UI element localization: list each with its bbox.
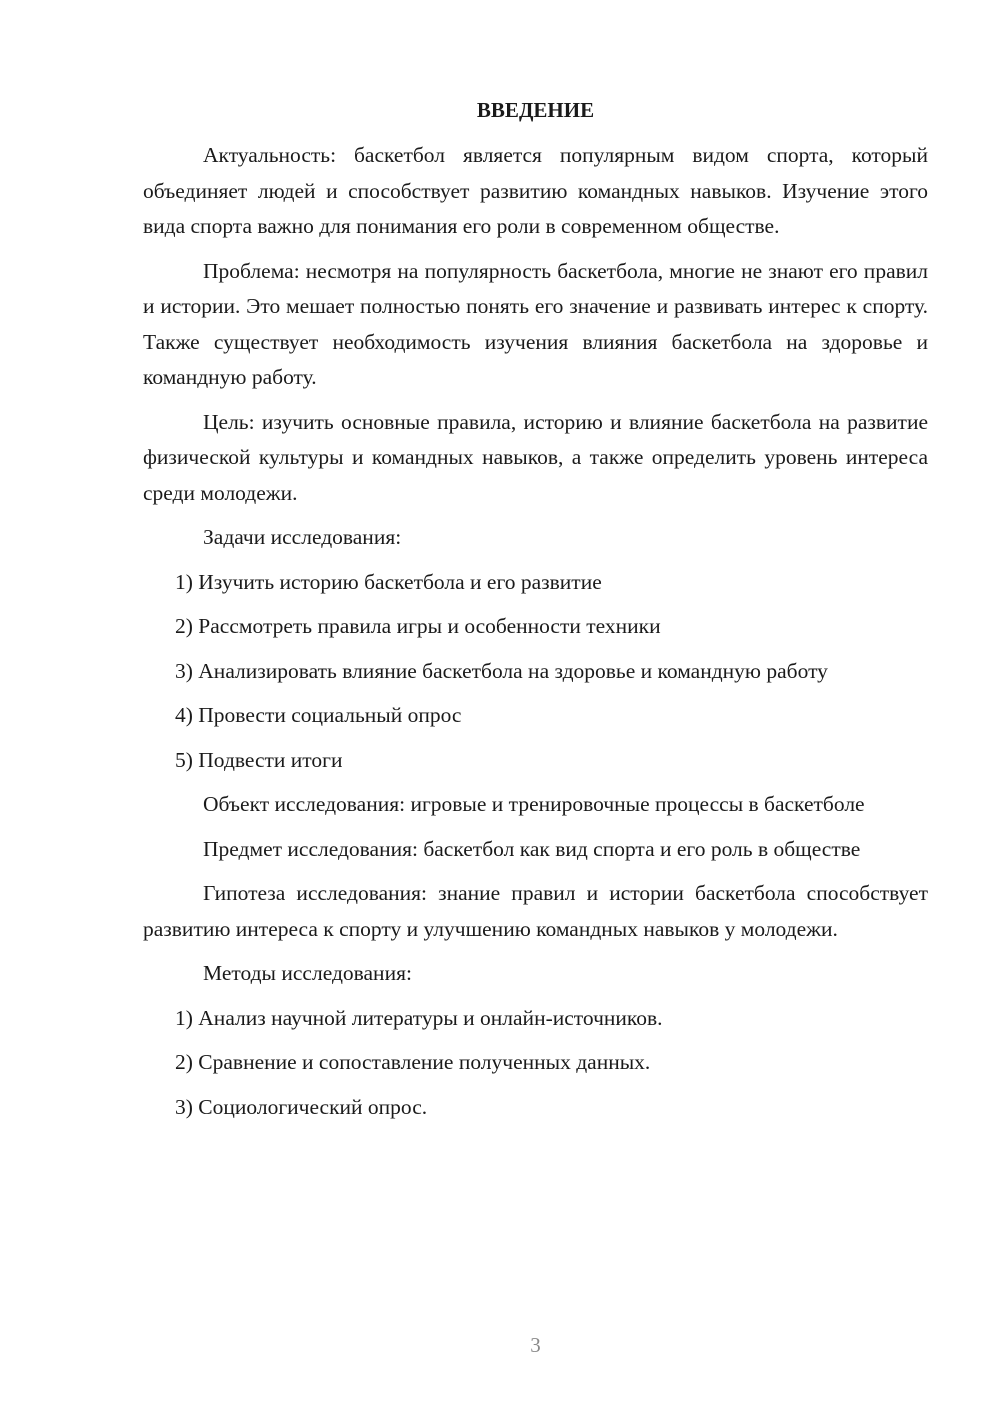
problem-paragraph: Проблема: несмотря на популярность баскетбола, многие не знают его правил и истории. Это мешает полностью понять его значение и развивать интерес к спорту. Также существует необходимость изучения влияния баскетбола на здоровье и командную работу. (143, 258, 928, 389)
method-item: 1) Анализ научной литературы и онлайн-источников. (175, 1005, 663, 1030)
method-item: 2) Сравнение и сопоставление полученных данных. (175, 1050, 651, 1074)
relevance-paragraph: Актуальность: баскетбол является популярным видом спорта, который объединяет людей и способствует развитию командных навыков. Изучение этого вида спорта важно для понимания его роли в современном обществе. (143, 143, 928, 238)
task-item: 5) Подвести итоги (175, 747, 343, 772)
object-paragraph: Объект исследования: игровые и тренировочные процессы в баскетболе (203, 792, 865, 816)
task-item: 4) Провести социальный опрос (175, 703, 462, 727)
subject-paragraph: Предмет исследования: баскетбол как вид спорта и его роль в обществе (203, 836, 861, 861)
methods-label: Методы исследования: (203, 961, 412, 985)
document-page (143, 92, 928, 1134)
task-item: 3) Анализировать влияние баскетбола на здоровье и командную работу (175, 658, 828, 683)
task-item: 1) Изучить историю баскетбола и его развитие (175, 569, 602, 594)
method-item: 3) Социологический опрос. (175, 1094, 428, 1119)
goal-paragraph: Цель: изучить основные правила, историю и влияние баскетбола на развитие физической культуры и командных навыков, а также определить уровень интереса среди молодежи. (143, 409, 928, 505)
page-number: 3 (530, 1333, 541, 1357)
task-item: 2) Рассмотреть правила игры и особенности техники (175, 614, 661, 638)
tasks-label: Задачи исследования: (203, 525, 402, 549)
hypothesis-paragraph: Гипотеза исследования: знание правил и истории баскетбола способствует развитию интереса к спорту и улучшению командных навыков у молодежи. (143, 881, 928, 941)
section-title: ВВЕДЕНИЕ (476, 98, 595, 122)
